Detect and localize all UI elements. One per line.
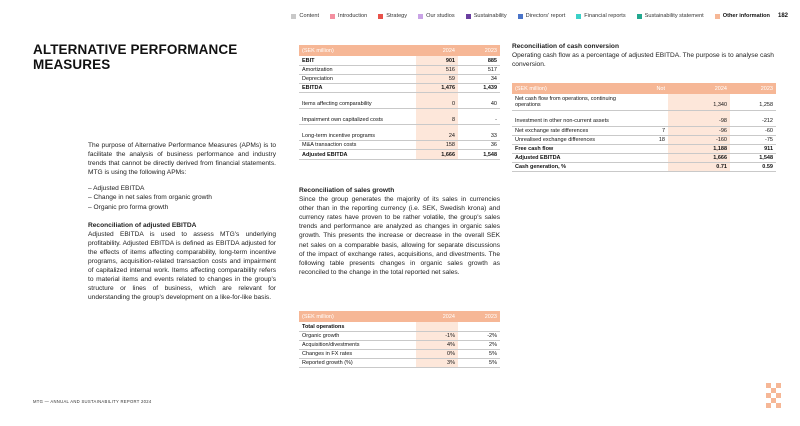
header-2024: 2024	[668, 83, 730, 94]
value-2023: -60	[730, 126, 776, 135]
intro-paragraph: The purpose of Alternative Performance Measures (APMs) is to facilitate the analysis of business performance and industry trends that cannot be directly derived from financial statements. MTG is using the following APMs:	[88, 142, 276, 177]
row-label: EBIT	[299, 56, 416, 65]
row-label: Reported growth (%)	[299, 359, 416, 368]
table-row	[299, 150, 500, 159]
nav-item-label: Directors' report	[525, 13, 566, 19]
nav-item-label: Other information	[722, 13, 770, 19]
value-2024: 0.71	[668, 163, 730, 172]
table-row	[299, 340, 500, 349]
value-2023: 0.59	[730, 163, 776, 172]
table-row	[299, 65, 500, 74]
row-label: Depreciation	[299, 74, 416, 83]
table-row	[299, 331, 500, 340]
footer-text: MTG — ANNUAL AND SUSTAINABILITY REPORT 2024	[33, 399, 152, 404]
row-label: Amortization	[299, 65, 416, 74]
header-2023: 2023	[458, 311, 500, 322]
value-2023: 33	[458, 125, 500, 141]
row-label: Free cash flow	[512, 144, 638, 153]
value-2024: 1,666	[416, 150, 458, 159]
row-label: Impairment own capitalized costs	[299, 109, 416, 125]
top-navigation	[280, 10, 788, 22]
nav-item-content[interactable]	[291, 13, 319, 19]
value-2024: 1,476	[416, 84, 458, 93]
nav-color-square-icon	[715, 14, 720, 19]
table-row	[512, 126, 776, 135]
nav-item-directors-report[interactable]	[518, 13, 566, 19]
table-row	[299, 93, 500, 109]
row-label: Organic growth	[299, 331, 416, 340]
apm-list-item: – Organic pro forma growth	[88, 203, 169, 211]
row-label: Long-term incentive programs	[299, 125, 416, 141]
table-row	[512, 144, 776, 153]
header-2024: 2024	[416, 45, 458, 56]
table-row	[299, 141, 500, 150]
nav-color-square-icon	[637, 14, 642, 19]
header-2023: 2023	[458, 45, 500, 56]
table-row	[512, 135, 776, 144]
cash-conversion-section	[512, 43, 776, 69]
nav-color-square-icon	[418, 14, 423, 19]
value-2024: -160	[668, 135, 730, 144]
value-2023: 911	[730, 144, 776, 153]
page-title: ALTERNATIVE PERFORMANCE MEASURES	[33, 42, 238, 72]
value-2023: 36	[458, 141, 500, 150]
table-row	[299, 359, 500, 368]
value-2024: 1,188	[668, 144, 730, 153]
value-2024: 1,340	[668, 94, 730, 110]
nav-item-label: Our studios	[426, 13, 455, 19]
nav-item-label: Financial reports	[584, 13, 626, 19]
ebitda-paragraph: Adjusted EBITDA is used to assess MTG's underlying profitability. Adjusted EBITDA is defined as EBITDA adjusted for the effects of items affecting comparability, long-term incentive programs, acquisition-related transaction costs and impairment of capitalized internal work. Items affecting comparability refers to material items and events related to changes in the group's structure or lines of business, which are relevant for understanding the group's development on a like-for-like basis.	[88, 230, 276, 302]
value-2024: 3%	[416, 359, 458, 368]
row-label: Items affecting comparability	[299, 93, 416, 109]
header-unit: (SEK million)	[512, 83, 638, 94]
header-2024: 2024	[416, 311, 458, 322]
sales-growth-table	[299, 311, 500, 368]
value-2023: -75	[730, 135, 776, 144]
table-row	[299, 84, 500, 93]
table-row	[299, 109, 500, 125]
value-2024: 59	[416, 74, 458, 83]
value-2024: 1,666	[668, 154, 730, 163]
sales-paragraph: Since the group generates the majority of its sales in currencies other than in the reporting currency (i.e. SEK, Swedish krona) and currency rates have proven to be rather volatile, the group's sales trends and performance are analyzed as changes in organic sales growth. This presents the increase or decrease in the overall SEK net sales on a comparable basis, allowing for separate discussions of the impact of exchange rates, acquisitions, and divestments. The following table presents changes in organic sales growth as reconciled to the change in the total reported net sales.	[299, 196, 500, 276]
nav-color-square-icon	[291, 14, 296, 19]
value-2024: 158	[416, 141, 458, 150]
nav-color-square-icon	[466, 14, 471, 19]
note-ref	[638, 154, 668, 163]
nav-color-square-icon	[378, 14, 383, 19]
row-label: Unrealised exchange differences	[512, 135, 638, 144]
value-2023: 40	[458, 93, 500, 109]
row-label: EBITDA	[299, 84, 416, 93]
note-ref	[638, 94, 668, 110]
table-header-row	[299, 45, 500, 56]
nav-color-square-icon	[518, 14, 523, 19]
table-row	[299, 56, 500, 65]
cash-conversion-table	[512, 83, 776, 172]
row-label: Acquisition/divestments	[299, 340, 416, 349]
value-2024: 0%	[416, 350, 458, 359]
section-label: Total operations	[299, 322, 416, 331]
row-label: Investment in other non-current assets	[512, 110, 638, 126]
note-ref: 7	[638, 126, 668, 135]
table-row	[512, 94, 776, 110]
value-2024: 0	[416, 93, 458, 109]
value-2023: 5%	[458, 359, 500, 368]
mtg-logo-icon	[766, 383, 782, 411]
table-row	[299, 350, 500, 359]
nav-item-other-information[interactable]	[715, 13, 770, 19]
row-label: Net exchange rate differences	[512, 126, 638, 135]
header-2023: 2023	[730, 83, 776, 94]
value-2023: 1,439	[458, 84, 500, 93]
table-row	[299, 74, 500, 83]
header-unit: (SEK million)	[299, 311, 416, 322]
value-2023: 5%	[458, 350, 500, 359]
value-2024: 516	[416, 65, 458, 74]
row-label: M&A transaction costs	[299, 141, 416, 150]
nav-item-label: Sustainability	[473, 13, 507, 19]
value-2024: 901	[416, 56, 458, 65]
value-2023: 517	[458, 65, 500, 74]
apm-list-item: – Adjusted EBITDA	[88, 185, 145, 193]
value-2023: 34	[458, 74, 500, 83]
nav-item-our-studios[interactable]	[418, 13, 455, 19]
note-ref	[638, 144, 668, 153]
table-row	[299, 125, 500, 141]
value-2023: -212	[730, 110, 776, 126]
note-ref: 18	[638, 135, 668, 144]
value-2024: -1%	[416, 331, 458, 340]
apm-list	[88, 184, 276, 211]
nav-color-square-icon	[576, 14, 581, 19]
value-2023: -	[458, 109, 500, 125]
value-2024: 24	[416, 125, 458, 141]
table-header-row	[512, 83, 776, 94]
table-row	[512, 110, 776, 126]
value-2023: 1,548	[458, 150, 500, 159]
nav-color-square-icon	[330, 14, 335, 19]
row-label: Adjusted EBITDA	[299, 150, 416, 159]
table-row	[512, 163, 776, 172]
value-2023: 2%	[458, 340, 500, 349]
nav-item-strategy[interactable]	[378, 13, 407, 19]
header-unit: (SEK million)	[299, 45, 416, 56]
nav-item-label: Sustainability statement	[644, 13, 704, 19]
sales-growth-section	[299, 186, 500, 277]
value-2023: 885	[458, 56, 500, 65]
left-column	[88, 141, 276, 302]
header-note: Not	[638, 83, 668, 94]
value-2024: -96	[668, 126, 730, 135]
note-ref	[638, 163, 668, 172]
note-ref	[638, 110, 668, 126]
row-label: Adjusted EBITDA	[512, 154, 638, 163]
sales-heading: Reconciliation of sales growth	[299, 187, 395, 194]
value-2023: 1,258	[730, 94, 776, 110]
value-2023: 1,548	[730, 154, 776, 163]
nav-item-sustainability[interactable]	[466, 13, 507, 19]
value-2023: -2%	[458, 331, 500, 340]
nav-item-introduction[interactable]	[330, 13, 367, 19]
nav-item-label: Content	[299, 13, 320, 19]
ebitda-heading: Reconciliation of adjusted EBITDA	[88, 221, 197, 229]
cash-heading: Reconciliation of cash conversion	[512, 43, 619, 50]
nav-item-label: Introduction	[338, 13, 368, 19]
nav-item-label: Strategy	[386, 13, 408, 19]
row-label: Cash generation, %	[512, 163, 638, 172]
table-row	[512, 154, 776, 163]
table-section-row	[299, 322, 500, 331]
value-2024: 4%	[416, 340, 458, 349]
apm-list-item: – Change in net sales from organic growth	[88, 194, 212, 202]
cash-paragraph: Operating cash flow as a percentage of adjusted EBITDA. The purpose is to analyse cash conversion.	[512, 51, 774, 68]
page-number: 182	[777, 13, 788, 19]
row-label: Net cash flow from operations, continuing operations	[512, 94, 638, 110]
row-label: Changes in FX rates	[299, 350, 416, 359]
nav-item-sustainability-statement[interactable]	[637, 13, 704, 19]
table-header-row	[299, 311, 500, 322]
value-2024: -98	[668, 110, 730, 126]
value-2024: 8	[416, 109, 458, 125]
ebitda-table	[299, 45, 500, 160]
nav-item-financial-reports[interactable]	[576, 13, 625, 19]
